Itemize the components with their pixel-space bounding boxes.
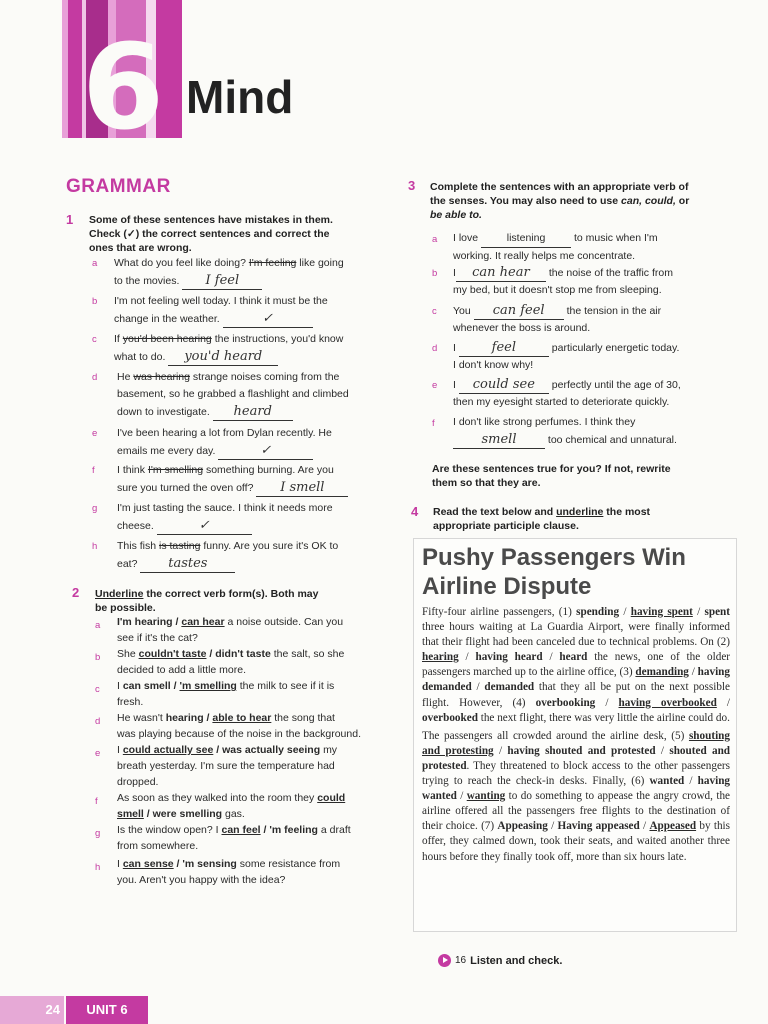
- list-item: What do you feel like doing? I'm feeling like going to the movies. I feel: [114, 257, 344, 288]
- participle-option[interactable]: overbooked: [422, 711, 478, 724]
- answer-blank[interactable]: feel: [459, 339, 549, 357]
- participle-option[interactable]: having shouted and protested: [507, 744, 656, 757]
- track-number: 16: [455, 955, 467, 966]
- verb-option[interactable]: can sense: [122, 858, 174, 870]
- article-title: Pushy Passengers Win Airline Dispute: [422, 544, 686, 600]
- list-item: He was hearing strange noises coming from the basement, so he grabbed a flashlight and climbed down to investigate. heard: [117, 371, 349, 419]
- participle-option[interactable]: Appeased: [649, 820, 697, 833]
- item-letter: d: [432, 343, 438, 354]
- answer-blank[interactable]: ✓: [157, 517, 252, 535]
- article-text: /: [692, 606, 705, 618]
- participle-option[interactable]: having spent: [630, 606, 693, 618]
- participle-option[interactable]: demanding: [635, 666, 689, 679]
- list-item: Is the window open? I can feel / 'm feeling a draft from somewhere.: [117, 824, 351, 852]
- verb-option[interactable]: I'm hearing: [117, 616, 173, 628]
- verb-option[interactable]: able to hear: [212, 712, 272, 724]
- verb-option[interactable]: hearing: [165, 712, 204, 724]
- answer-blank[interactable]: I feel: [182, 272, 262, 290]
- page-number: 24: [0, 996, 64, 1024]
- answer-blank[interactable]: could see: [459, 376, 549, 394]
- answer-blank[interactable]: ✓: [223, 310, 313, 328]
- exercise-number: 4: [411, 504, 419, 519]
- header-stripe: [68, 0, 82, 138]
- unit-label: UNIT 6: [66, 996, 148, 1024]
- verb-option[interactable]: can hear: [181, 616, 225, 628]
- item-letter: c: [432, 306, 437, 317]
- play-icon[interactable]: [438, 954, 451, 967]
- item-letter: h: [95, 862, 101, 873]
- verb-option[interactable]: couldn't taste: [138, 648, 207, 660]
- article-text: Fifty-four airline passengers, (1): [422, 606, 577, 618]
- list-item: I don't like strong perfumes. I think they smell too chemical and unnatural.: [453, 416, 677, 447]
- participle-option[interactable]: Having appeased: [557, 820, 640, 833]
- list-item: I feel particularly energetic today. I don't know why!: [453, 340, 680, 371]
- item-letter: f: [92, 465, 95, 476]
- article-text: three hours waiting at La Guardia Airport, were finally informed that their flight had been canceled due to technical problems. On (2): [422, 621, 730, 649]
- item-letter: f: [95, 796, 98, 807]
- answer-blank[interactable]: I smell: [256, 479, 348, 497]
- list-item: I'm hearing / can hear a noise outside. Can you see if it's the cat?: [117, 616, 344, 644]
- list-item: I'm just tasting the sauce. I think it needs more cheese. ✓: [117, 502, 333, 533]
- participle-option[interactable]: wanting: [466, 790, 506, 803]
- list-item: I can sense / 'm sensing some resistance from you. Aren't you happy with the idea?: [117, 858, 341, 886]
- page-footer: [0, 996, 768, 1024]
- answer-blank[interactable]: listening: [481, 230, 571, 248]
- exercise-number: 3: [408, 178, 416, 193]
- article-text: by this offer, they calmed down, took their seats, and waited another three hours before they finally took off, more than six hours late.: [422, 820, 731, 863]
- participle-option[interactable]: wanted: [649, 775, 685, 788]
- list-item: I can hear the noise of the traffic from my bed, but it doesn't stop me from sleeping.: [453, 265, 673, 296]
- answer-blank[interactable]: smell: [453, 431, 545, 449]
- item-letter: b: [432, 268, 438, 279]
- list-item: I'm not feeling well today. I think it must be the change in the weather. ✓: [114, 295, 328, 326]
- answer-blank[interactable]: ✓: [218, 442, 313, 460]
- list-item: If you'd been hearing the instructions, you'd know what to do. you'd heard: [114, 333, 344, 364]
- article-text: /: [547, 820, 558, 833]
- exercise-instructions: Complete the sentences with an appropriate verb of the senses. You may also need to use can, could, or be able to.: [430, 181, 690, 221]
- follow-up-instructions: Are these sentences true for you? If not, rewrite them so that they are.: [432, 463, 671, 489]
- section-title: GRAMMAR: [66, 176, 171, 197]
- article-text: /: [471, 681, 485, 694]
- article-text: the next flight, there was very little the airline could do.: [477, 711, 730, 724]
- item-letter: b: [95, 652, 101, 663]
- participle-option[interactable]: hearing: [422, 651, 459, 664]
- participle-option[interactable]: overbooking: [535, 696, 596, 709]
- list-item: I've been hearing a lot from Dylan recently. He emails me every day. ✓: [117, 427, 332, 458]
- verb-option[interactable]: were smelling: [152, 808, 223, 820]
- article-text: to do something to appease the angry crowd, the airline offered all the passengers free flights to the destination of their choice. (7): [422, 790, 731, 833]
- list-item: As soon as they walked into the room they could smell / were smelling gas.: [117, 792, 346, 820]
- verb-option[interactable]: was actually seeing: [222, 744, 321, 756]
- article-text: /: [716, 696, 730, 709]
- article-text: /: [493, 744, 508, 757]
- article-text: /: [456, 790, 467, 803]
- participle-option[interactable]: shouted and protested: [422, 744, 731, 772]
- article-text: the news, one of the older passengers marched up to the airline office, (3): [422, 651, 731, 679]
- article-text: /: [684, 775, 698, 788]
- article-text: that they all be put on the next possible flight. However, (4): [422, 681, 730, 709]
- page-title: Mind: [186, 71, 294, 123]
- listen-label: Listen and check.: [470, 954, 563, 967]
- listen-and-check[interactable]: [438, 954, 562, 967]
- list-item: I can smell / 'm smelling the milk to see if it is fresh.: [117, 680, 335, 708]
- article-box: [413, 538, 737, 932]
- list-item: I could see perfectly until the age of 30, then my eyesight started to deteriorate quickly.: [453, 377, 681, 408]
- answer-blank[interactable]: can feel: [474, 302, 564, 320]
- article-text: /: [595, 696, 619, 709]
- exercise-number: 1: [66, 212, 74, 227]
- exercise-number: 2: [72, 585, 80, 600]
- article-text: . They threatened to block access to the other passengers trying to reach the check-in desks. Finally, (6): [422, 759, 730, 788]
- verb-option[interactable]: could actually see: [122, 744, 214, 756]
- article-text: /: [655, 744, 670, 757]
- participle-option[interactable]: Appeasing: [497, 820, 548, 833]
- article-text: /: [688, 666, 698, 679]
- verb-option[interactable]: could: [317, 792, 346, 804]
- participle-option[interactable]: spent: [704, 606, 730, 618]
- item-letter: e: [432, 380, 438, 391]
- participle-option[interactable]: shouting and protesting: [422, 729, 730, 757]
- exercise-instructions: Read the text below and underline the most appropriate participle clause.: [433, 506, 651, 532]
- participle-option[interactable]: having overbooked: [618, 696, 717, 709]
- participle-option[interactable]: having heard: [475, 651, 543, 664]
- article-text: /: [619, 606, 631, 618]
- item-letter: c: [95, 684, 100, 695]
- article-text: /: [542, 651, 560, 664]
- verb-option[interactable]: can smell: [122, 680, 171, 692]
- article-paragraph: [422, 605, 730, 726]
- item-letter: a: [95, 620, 101, 631]
- verb-option[interactable]: 'm sensing: [182, 858, 237, 870]
- item-letter: d: [95, 716, 101, 727]
- item-letter: g: [92, 503, 98, 514]
- verb-option[interactable]: didn't taste: [215, 648, 271, 660]
- item-letter: f: [432, 418, 435, 429]
- participle-option[interactable]: demanded: [484, 681, 535, 694]
- exercise-instructions: Some of these sentences have mistakes in them. Check (✓) the correct sentences and correct the ones that are wrong.: [89, 214, 333, 254]
- answer-blank[interactable]: can hear: [456, 264, 546, 282]
- participle-option[interactable]: having demanded: [422, 666, 730, 694]
- verb-option[interactable]: can feel: [221, 824, 261, 836]
- list-item: He wasn't hearing / able to hear the song that was playing because of the noise in the background.: [117, 712, 361, 740]
- item-letter: e: [92, 428, 98, 439]
- item-letter: d: [92, 372, 98, 383]
- participle-option[interactable]: spending: [576, 606, 620, 618]
- item-letter: a: [432, 234, 438, 245]
- list-item: I could actually see / was actually seeing my breath yesterday. I'm sure the temperature had dropped.: [117, 744, 338, 788]
- item-letter: h: [92, 541, 98, 552]
- answer-blank[interactable]: heard: [213, 403, 293, 421]
- participle-option[interactable]: heard: [559, 651, 588, 664]
- answer-blank[interactable]: you'd heard: [168, 348, 278, 366]
- verb-option[interactable]: 'm feeling: [269, 824, 318, 836]
- article-paragraph: [422, 729, 730, 865]
- exercise-instructions: Underline the correct verb form(s). Both may be possible.: [95, 588, 319, 614]
- article-text: The passengers all crowded around the airline desk, (5): [422, 729, 689, 742]
- item-letter: e: [95, 748, 101, 759]
- item-letter: b: [92, 296, 98, 307]
- article-text: /: [458, 651, 476, 664]
- list-item: I love listening to music when I'm working. It really helps me concentrate.: [453, 232, 658, 262]
- unit-number: 6: [82, 18, 165, 156]
- article-text: /: [639, 820, 650, 833]
- answer-blank[interactable]: tastes: [140, 555, 235, 573]
- list-item: You can feel the tension in the air whenever the boss is around.: [453, 303, 662, 334]
- article-body: [422, 605, 730, 868]
- item-letter: c: [92, 334, 97, 345]
- list-item: I think I'm smelling something burning. Are you sure you turned the oven off? I smell: [117, 462, 397, 497]
- verb-option[interactable]: 'm smelling: [179, 680, 237, 692]
- list-item: This fish is tasting funny. Are you sure it's OK to eat? tastes: [117, 540, 339, 571]
- list-item: She couldn't taste / didn't taste the salt, so she decided to add a little more.: [117, 648, 345, 676]
- item-letter: g: [95, 828, 101, 839]
- item-letter: a: [92, 258, 98, 269]
- participle-option[interactable]: having wanted: [422, 775, 731, 803]
